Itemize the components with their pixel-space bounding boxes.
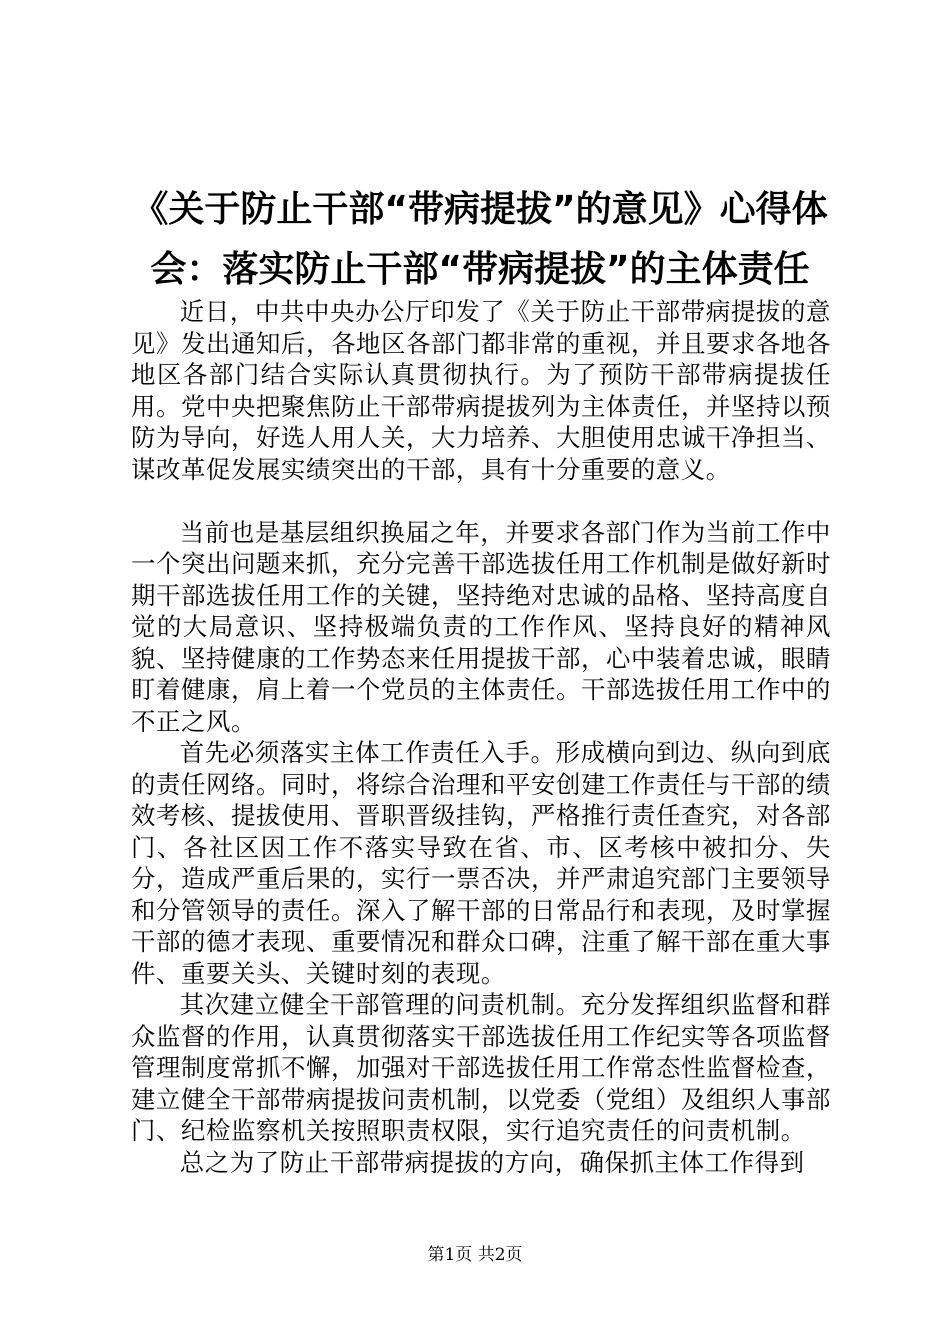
paragraph-1: 近日，中共中央办公厅印发了《关于防止干部带病提拔的意见》发出通知后，各地区各部门都非常的重视，并且要求各地各地区各部门结合实际认真贯彻执行。为了预防干部带病提拔任用。党中央把聚焦防止干部带病提拔列为主体责任，并坚持以预防为导向，好选人用人关，大力培养、大胆使用忠诚干净担当、谋改革促发展实绩突出的干部，具有十分重要的意义。 (131, 297, 831, 484)
paragraph-2: 当前也是基层组织换届之年，并要求各部门作为当前工作中一个突出问题来抓，充分完善干部选拔任用工作机制是做好新时期干部选拔任用工作的关键，坚持绝对忠诚的品格、坚持高度自觉的大局意识、坚持极端负责的工作作风、坚持良好的精神风貌、坚持健康的工作势态来任用提拔干部，心中装着忠诚，眼睛盯着健康，肩上着一个党员的主体责任。干部选拔任用工作中的不正之风。 (131, 517, 831, 736)
document-body (131, 296, 831, 1178)
paragraph-4: 其次建立健全干部管理的问责机制。充分发挥组织监督和群众监督的作用，认真贯彻落实干部选拔任用工作纪实等各项监督管理制度常抓不懈，加强对干部选拔任用工作常态性监督检查，建立健全干部带病提拔问责机制，以党委（党组）及组织人事部门、纪检监察机关按照职责权限，实行追究责任的问责机制。 (131, 990, 831, 1145)
paragraph-5: 总之为了防止干部带病提拔的方向，确保抓主体工作得到 (179, 1147, 805, 1177)
paragraph-3: 首先必须落实主体工作责任入手。形成横向到边、纵向到底的责任网络。同时，将综合治理和平安创建工作责任与干部的绩效考核、提拔使用、晋职晋级挂钩，严格推行责任查究，对各部门、各社区因工作不落实导致在省、市、区考核中被扣分、失分，造成严重后果的，实行一票否决，并严肃追究部门主要领导和分管领导的责任。深入了解干部的日常品行和表现，及时掌握干部的德才表现、重要情况和群众口碑，注重了解干部在重大事件、重要关头、关键时刻的表现。 (131, 738, 831, 988)
page-footer: 第1页 共2页 (427, 1245, 523, 1265)
title-line-1: 《关于防止干部“带病提拔”的意见》心得体 (132, 189, 828, 230)
document-title (120, 180, 840, 300)
title-line-2: 会：落实防止干部“带病提拔”的主体责任 (150, 249, 810, 290)
